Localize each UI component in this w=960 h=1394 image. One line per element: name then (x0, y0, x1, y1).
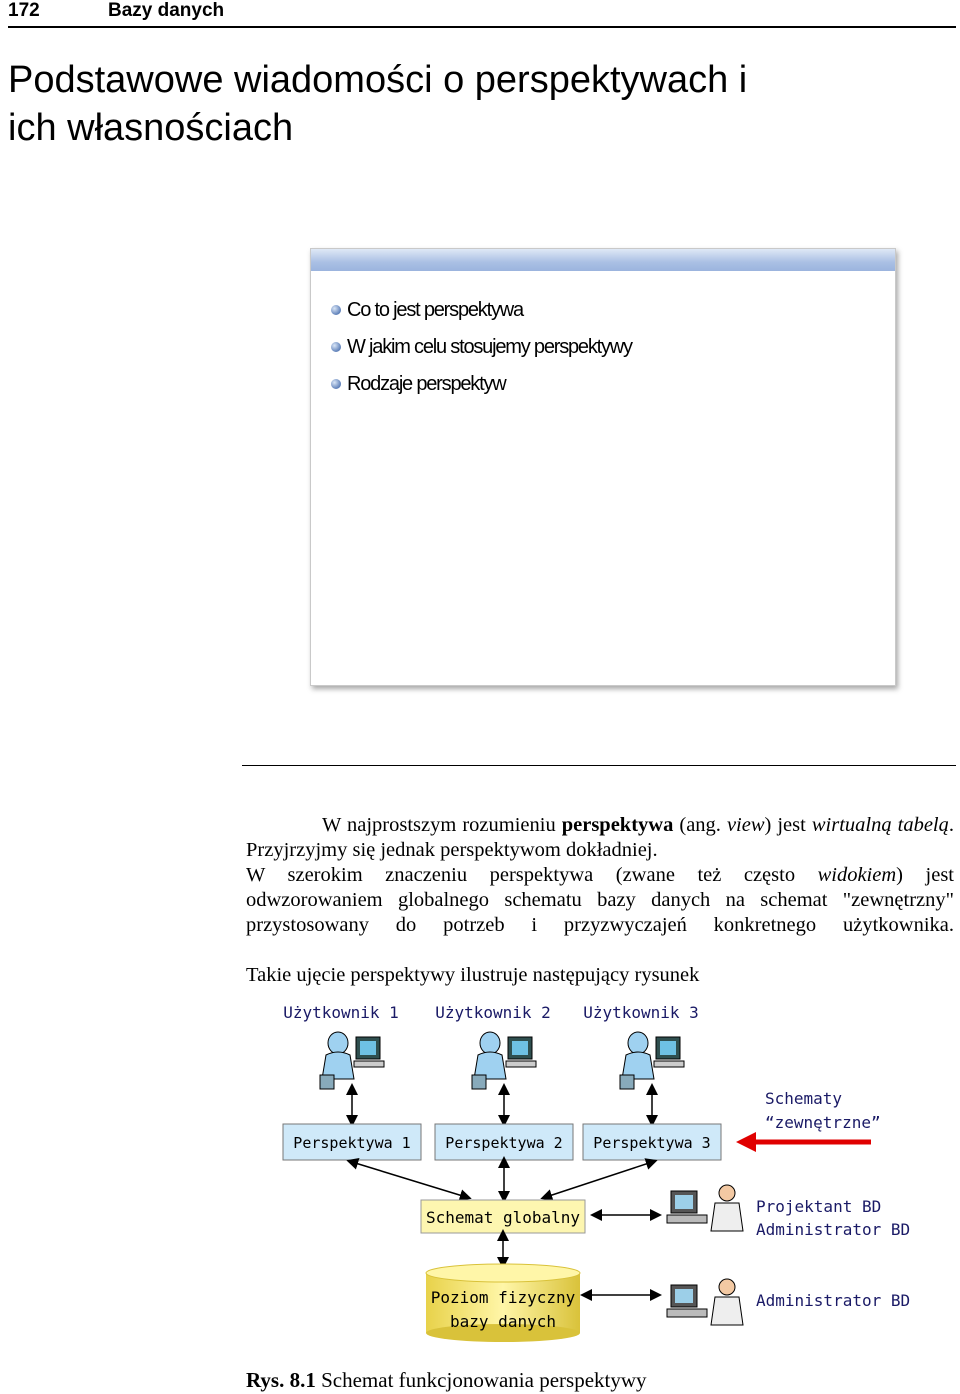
perspective-diagram (246, 995, 926, 1355)
section-title-line-2: ich własnościach (8, 107, 294, 149)
user-label-2: Użytkownik 2 (435, 1003, 551, 1022)
admin-workstation-icon (667, 1279, 743, 1325)
text-run: W najprostszym rozumieniu (322, 814, 562, 836)
caption-text: Schemat funkcjonowania perspektywy (315, 1368, 647, 1392)
text-run: W szerokim znaczeniu perspektywa (zwane też często (246, 864, 818, 886)
designer-label-2: Administrator BD (756, 1220, 911, 1239)
perspective-label-2: Perspektywa 2 (445, 1134, 563, 1152)
slide-bullet-text: Rodzaje perspektyw (347, 373, 506, 395)
term-perspektywa: perspektywa (561, 814, 674, 836)
header-rule (8, 26, 956, 28)
user-workstation-icon-1 (320, 1032, 384, 1089)
slide-bullet-text: Co to jest perspektywa (347, 299, 523, 321)
term-widok: widokiem (817, 864, 897, 886)
external-schemas-label-1: Schematy (765, 1089, 843, 1108)
figure-caption (246, 1368, 647, 1393)
paragraph-2 (246, 863, 954, 938)
designer-label-1: Projektant BD (756, 1197, 882, 1216)
page-number: 172 (8, 0, 40, 21)
paragraph-1 (246, 813, 954, 863)
user-workstation-icon-2 (472, 1032, 536, 1089)
user-label-3: Użytkownik 3 (583, 1003, 699, 1022)
user-label-1: Użytkownik 1 (283, 1003, 399, 1022)
designer-workstation-icon (667, 1185, 743, 1231)
running-title: Bazy danych (108, 0, 225, 21)
admin-label: Administrator BD (756, 1291, 911, 1310)
user-workstation-icon-3 (620, 1032, 684, 1089)
text-run: . Przyjrzyjmy się jednak perspektywom dokładniej. (246, 814, 955, 861)
perspective-label-3: Perspektywa 3 (593, 1134, 711, 1152)
physical-level-label-2: bazy danych (450, 1312, 556, 1331)
caption-label: Rys. 8.1 (246, 1368, 316, 1392)
section-title (8, 56, 956, 152)
term-wirtualna: wirtualną (811, 814, 892, 836)
slide-bullet-3 (331, 373, 506, 396)
global-schema-label: Schemat globalny (425, 1208, 581, 1227)
slide-bullet-1 (331, 299, 523, 322)
slide-title-bar (311, 249, 895, 271)
paragraph-3: Takie ujęcie perspektywy ilustruje następujący rysunek (246, 964, 700, 986)
red-arrow-head (736, 1132, 756, 1152)
text-run: (ang. (673, 814, 727, 836)
term-view: view (726, 814, 765, 836)
slide-bullet-text: W jakim celu stosujemy perspektywy (347, 336, 632, 358)
separator-rule (242, 765, 956, 766)
bullet-icon (331, 342, 341, 352)
slide-bullet-2 (331, 336, 632, 359)
physical-level-label-1: Poziom fizyczny (430, 1288, 576, 1307)
text-run: ) jest (764, 814, 812, 836)
section-title-line-1: Podstawowe wiadomości o perspektywach i (8, 59, 748, 101)
bullet-icon (331, 379, 341, 389)
arrow-persp1-global (352, 1162, 466, 1197)
slide-frame (310, 248, 896, 686)
term-tabela: tabelą (897, 814, 949, 836)
text-run: ) jest odwzorowaniem globalnego schematu bazy danych na schemat "zewnętrzny" przystosowany do potrzeb i przyzwyczajeń konkretnego użytkownika. (246, 864, 954, 936)
arrow-persp3-global (546, 1162, 652, 1197)
external-schemas-label-2: “zewnętrzne” (765, 1113, 881, 1132)
bullet-icon (331, 305, 341, 315)
perspective-label-1: Perspektywa 1 (293, 1134, 411, 1152)
